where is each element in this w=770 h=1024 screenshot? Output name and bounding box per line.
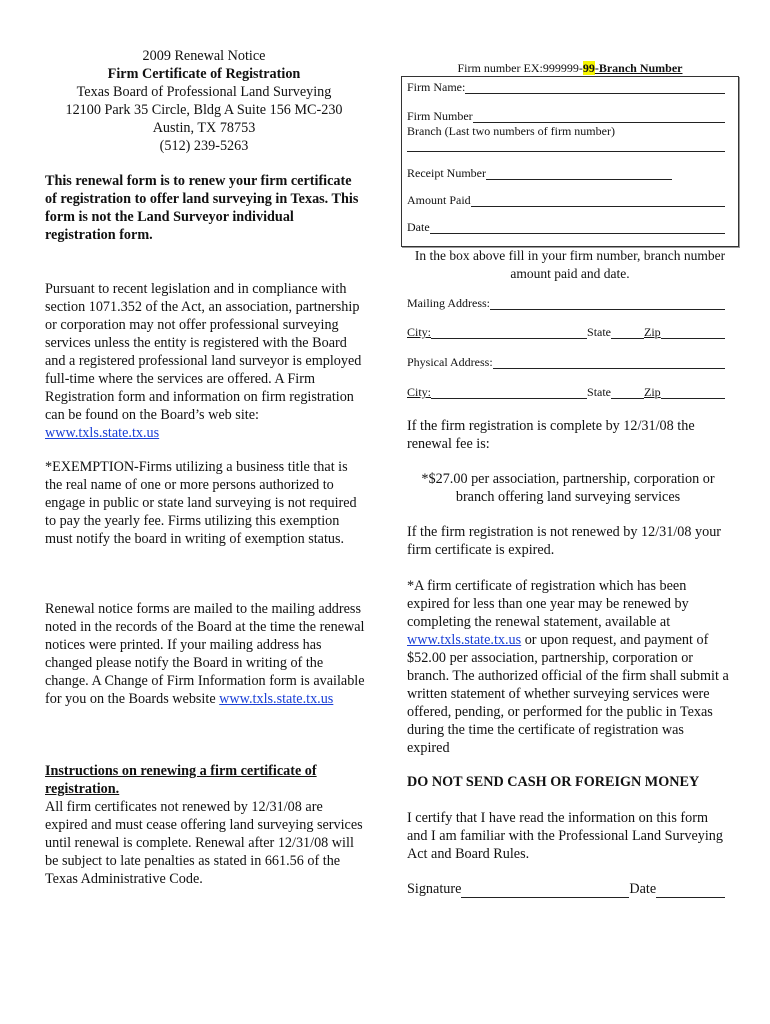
box-note: In the box above fill in your firm number, branch number amount paid and date. bbox=[414, 248, 726, 281]
date-field[interactable] bbox=[407, 220, 725, 234]
field-label: Amount Paid bbox=[407, 193, 471, 207]
firm-name-field[interactable] bbox=[407, 80, 725, 94]
physical-city-field[interactable] bbox=[407, 385, 725, 399]
field-label: City: bbox=[407, 385, 432, 399]
state-label: State bbox=[587, 385, 612, 399]
intro-paragraph: This renewal form is to renew your firm certificate of registration to offer land surveying in Texas. This form is not the Land Surveyor individual registration form. bbox=[45, 173, 359, 243]
instructions-section bbox=[45, 762, 365, 888]
mailing-city-field[interactable] bbox=[407, 325, 725, 339]
firm-number-caption bbox=[401, 61, 739, 75]
receipt-number-field[interactable] bbox=[407, 166, 725, 180]
document-title: Firm Certificate of Registration bbox=[107, 66, 301, 82]
notice-year: 2009 Renewal Notice bbox=[142, 48, 266, 64]
pursuant-paragraph bbox=[45, 280, 365, 442]
branch-field[interactable] bbox=[407, 139, 725, 152]
org-name: Texas Board of Professional Land Surveying bbox=[76, 84, 332, 100]
physical-address-field[interactable] bbox=[407, 355, 725, 369]
org-address: 12100 Park 35 Circle, Bldg A Suite 156 MC-230 bbox=[65, 102, 343, 118]
late-text-cont: or upon request, and payment of $52.00 per association, partnership, corporation or branch. The authorized official of the firm shall submit a written statement of whether surveying services were offered, pending, or performed for the public in Texas during the time the certificate of registration was expired bbox=[407, 632, 729, 756]
website-link[interactable]: www.txls.state.tx.us bbox=[407, 632, 522, 648]
signature-field[interactable] bbox=[407, 880, 725, 898]
instructions-heading: Instructions on renewing a firm certificate of registration. bbox=[45, 763, 317, 797]
caption-prefix: Firm number EX:999999- bbox=[457, 61, 583, 75]
cash-warning: DO NOT SEND CASH OR FOREIGN MONEY bbox=[407, 774, 700, 790]
exemption-paragraph: *EXEMPTION-Firms utilizing a business title that is the real name of one or more persons authorized to engage in public or state land surveying is not required to pay the yearly fee. Firms utilizing this exemption must notify the board in writing of exemption status. bbox=[45, 459, 357, 547]
caption-suffix: -Branch Number bbox=[594, 61, 683, 75]
late-text: *A firm certificate of registration which has been expired for less than one year may be renewed by completing the renewal statement, available at bbox=[407, 578, 689, 630]
field-label: Mailing Address: bbox=[407, 296, 490, 310]
renewal-text: Renewal notice forms are mailed to the mailing address noted in the records of the Board at the time the renewal notices were printed. If your mailing address has changed please notify the Board in writing of the change. A Change of Firm Information form is available for you on the Boards website bbox=[45, 601, 365, 707]
field-label: Branch (Last two numbers of firm number) bbox=[407, 124, 615, 138]
caption-highlight: 99 bbox=[582, 61, 595, 75]
website-link[interactable]: www.txls.state.tx.us bbox=[219, 691, 334, 707]
amount-paid-field[interactable] bbox=[407, 193, 725, 207]
field-label: Firm Number bbox=[407, 109, 473, 123]
zip-label: Zip bbox=[644, 385, 661, 399]
zip-label: Zip bbox=[644, 325, 661, 339]
fee-text: *$27.00 per association, partnership, corporation or branch offering land surveying services bbox=[421, 471, 715, 505]
late-renewal-paragraph bbox=[407, 577, 729, 757]
state-label: State bbox=[587, 325, 612, 339]
field-label: Receipt Number bbox=[407, 166, 486, 180]
signature-label: Signature bbox=[407, 881, 462, 897]
website-link[interactable]: www.txls.state.tx.us bbox=[45, 425, 160, 441]
field-label: Physical Address: bbox=[407, 355, 493, 369]
certification-text: I certify that I have read the information on this form and I am familiar with the Professional Land Surveying Act and Board Rules. bbox=[407, 810, 723, 862]
mailing-address-field[interactable] bbox=[407, 296, 725, 310]
pursuant-text: Pursuant to recent legislation and in compliance with section 1071.352 of the Act, an association, partnership or corporation may not offer professional surveying services unless the entity is registered with the Board and a registered professional land surveyor is employed full-time where the services are offered. A Firm Registration form and information on firm registration can be found on the Board’s web site: bbox=[45, 281, 362, 423]
org-phone: (512) 239-5263 bbox=[159, 138, 249, 154]
instructions-text: All firm certificates not renewed by 12/31/08 are expired and must cease offering land surveying services until renewal is complete. Renewal after 12/31/08 will be subject to late penalties as stated in 661.56 of the Texas Administrative Code. bbox=[45, 799, 363, 887]
expired-text: If the firm registration is not renewed by 12/31/08 your firm certificate is expired. bbox=[407, 524, 722, 558]
field-label: Date bbox=[407, 220, 430, 234]
org-city: Austin, TX 78753 bbox=[152, 120, 256, 136]
header bbox=[45, 47, 363, 155]
field-label: City: bbox=[407, 325, 432, 339]
signature-date-label: Date bbox=[629, 881, 657, 897]
firm-number-field[interactable] bbox=[407, 109, 725, 123]
field-label: Firm Name: bbox=[407, 80, 466, 94]
branch-label bbox=[407, 124, 725, 138]
renewal-paragraph bbox=[45, 600, 365, 708]
fee-intro: If the firm registration is complete by 12/31/08 the renewal fee is: bbox=[407, 418, 695, 452]
